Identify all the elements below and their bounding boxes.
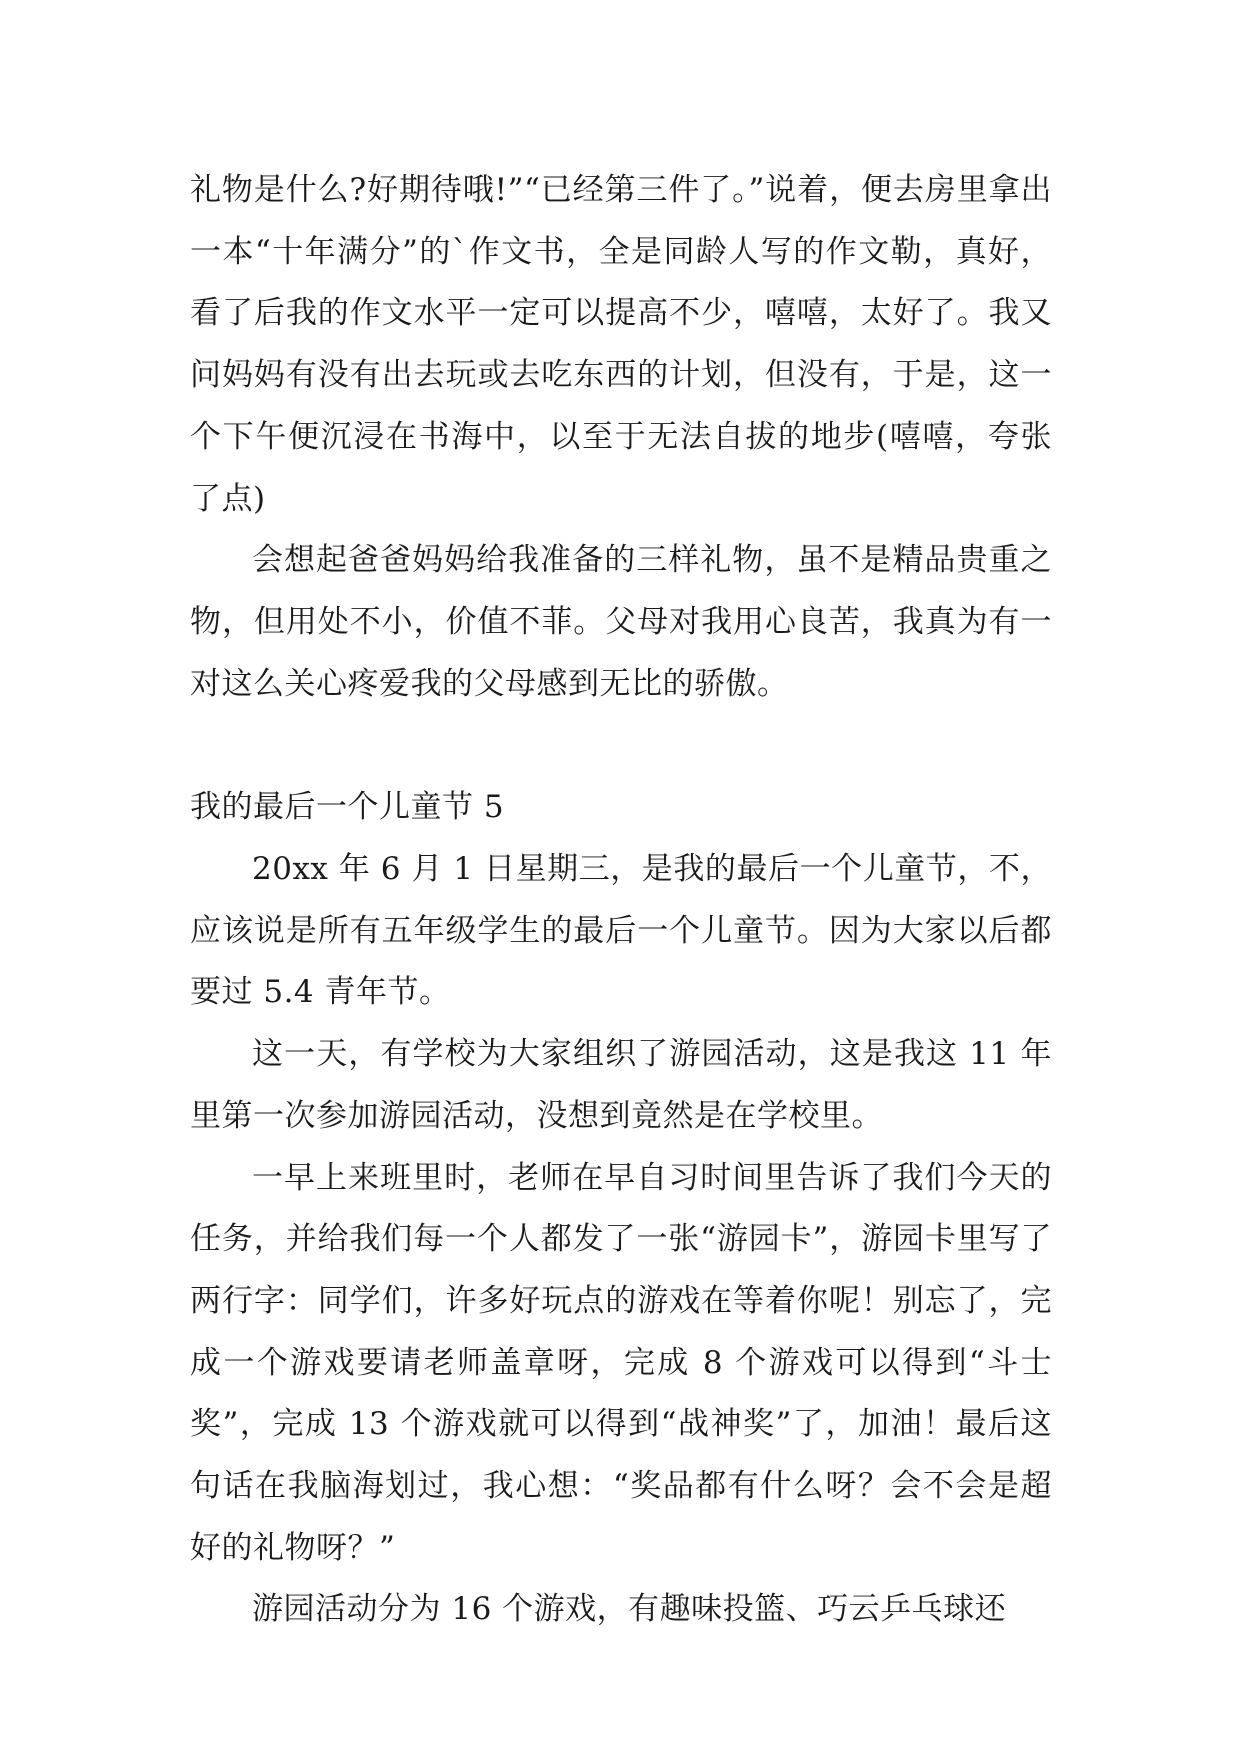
paragraph-activity: 这一天，有学校为大家组织了游园活动，这是我这 11 年里第一次参加游园活动，没想到竟然是在学校里。 — [190, 1036, 1052, 1134]
paragraph-gifts-reflection: 会想起爸爸妈妈给我准备的三样礼物，虽不是精品贵重之物，但用处不小，价值不菲。父母对我用心良苦，我真为有一对这么关心疼爱我的父母感到无比的骄傲。 — [190, 542, 1052, 702]
section-title: 我的最后一个儿童节 5 — [190, 789, 505, 826]
paragraph-games-list: 游园活动分为 16 个游戏，有趣味投篮、巧云乒乓球还 — [252, 1591, 1007, 1628]
paragraph-date: 20xx 年 6 月 1 日星期三，是我的最后一个儿童节，不，应该说是所有五年级学生的最后一个儿童节。因为大家以后都要过 5.4 青年节。 — [190, 851, 1052, 1011]
paragraph-continued: 礼物是什么?好期待哦!”“已经第三件了。”说着，便去房里拿出一本“十年满分”的`作文书，全是同龄人写的作文勒，真好，看了后我的作文水平一定可以提高不少，嘻嘻，太好了。我又问妈妈有没有出去玩或去吃东西的计划，但没有，于是，这一个下午便沉浸在书海中，以至于无法自拔的地步(嘻嘻，夸张了点) — [190, 172, 1052, 517]
document-body — [190, 160, 1052, 1641]
paragraph-game-card: 一早上来班里时，老师在早自习时间里告诉了我们今天的任务，并给我们每一个人都发了一张“游园卡”，游园卡里写了两行字：同学们，许多好玩点的游戏在等着你呢！别忘了，完成一个游戏要请老师盖章呀，完成 8 个游戏可以得到“斗士奖”，完成 13 个游戏就可以得到“战神奖”了，加油！最后这句话在我脑海划过，我心想：“奖品都有什么呀？会不会是超好的礼物呀？” — [190, 1159, 1052, 1566]
